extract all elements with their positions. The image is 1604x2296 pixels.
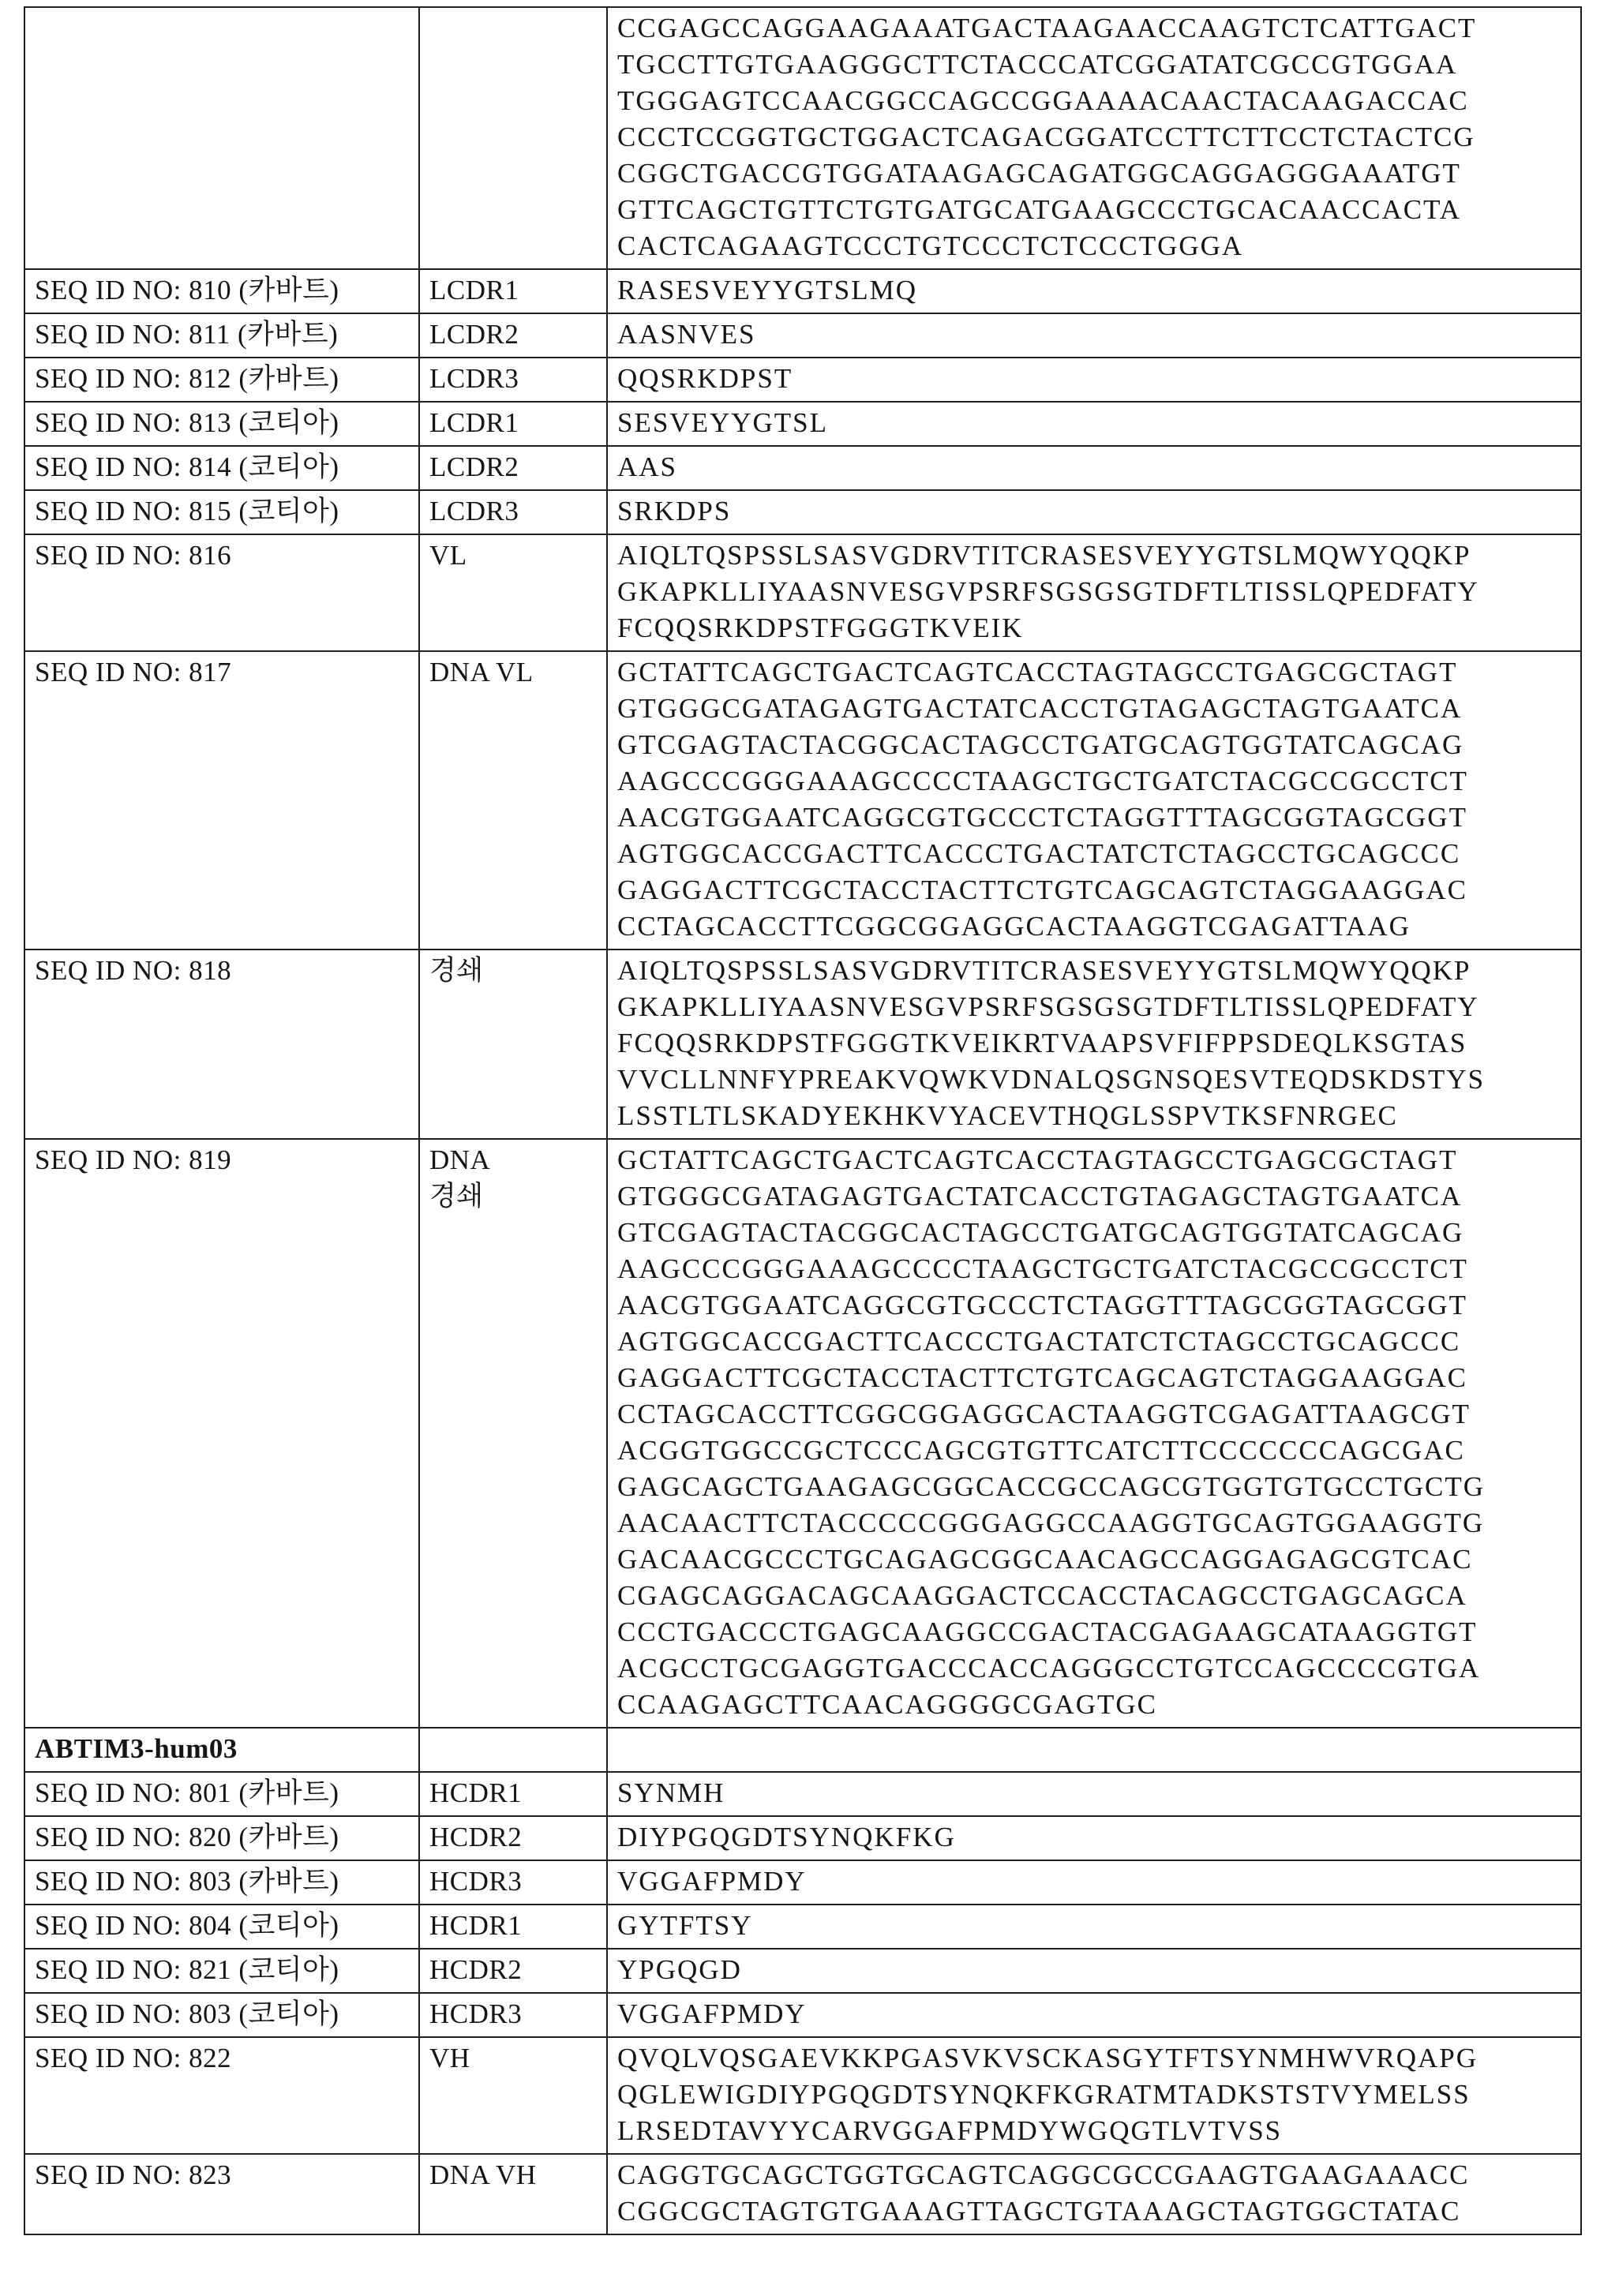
table-row — [24, 1949, 1581, 1993]
sequence-cell: CCGAGCCAGGAAGAAATGACTAAGAACCAAGTCTCATTGACT TGCCTTGTGAAGGGCTTCTACCCATCGGATATCGCCGTGGAA TGGGAGTCCAACGGCCAGCCGGAAAACAACTACAAGACCAC CCCTCCGGTGCTGGACTCAGACGGATCCTTCTTCCTCTACTCG CGGCTGACCGTGGATAAGAGCAGATGGCAGGAGGGAAATGT GTTCAGCTGTTCTGTGATGCATGAAGCCCTGCACAACCACTA CACTCAGAAGTCCCTGTCCCTCTCCCTGGGA — [607, 7, 1581, 269]
table-row — [24, 490, 1581, 534]
table-row — [24, 1905, 1581, 1949]
table-row — [24, 2037, 1581, 2154]
table-row — [24, 1772, 1581, 1816]
seq-id-cell: SEQ ID NO: 820 (카바트) — [24, 1816, 419, 1860]
table-row — [24, 651, 1581, 949]
sequence-cell: CAGGTGCAGCTGGTGCAGTCAGGCGCCGAAGTGAAGAAACC CGGCGCTAGTGTGAAAGTTAGCTGTAAAGCTAGTGGCTATAC — [607, 2154, 1581, 2234]
sequence-cell: SYNMH — [607, 1772, 1581, 1816]
region-cell: HCDR2 — [419, 1816, 607, 1860]
seq-id-cell: SEQ ID NO: 816 — [24, 534, 419, 651]
sequence-cell — [607, 1728, 1581, 1772]
section-header-cell: ABTIM3-hum03 — [24, 1728, 419, 1772]
seq-id-cell: SEQ ID NO: 813 (코티아) — [24, 402, 419, 446]
region-cell: HCDR2 — [419, 1949, 607, 1993]
sequence-cell: AASNVES — [607, 313, 1581, 358]
table-row — [24, 269, 1581, 313]
seq-id-cell: SEQ ID NO: 818 — [24, 949, 419, 1139]
table-row — [24, 446, 1581, 490]
region-cell — [419, 7, 607, 269]
sequence-cell: VGGAFPMDY — [607, 1993, 1581, 2037]
sequence-table — [24, 6, 1582, 2235]
region-cell: LCDR2 — [419, 446, 607, 490]
region-cell: HCDR1 — [419, 1772, 607, 1816]
sequence-cell: SRKDPS — [607, 490, 1581, 534]
table-row-section-header — [24, 1728, 1581, 1772]
table-row-continuation — [24, 7, 1581, 269]
region-cell: VH — [419, 2037, 607, 2154]
seq-id-cell — [24, 7, 419, 269]
sequence-cell: GYTFTSY — [607, 1905, 1581, 1949]
seq-id-cell: SEQ ID NO: 801 (카바트) — [24, 1772, 419, 1816]
sequence-cell: AAS — [607, 446, 1581, 490]
region-cell: LCDR3 — [419, 490, 607, 534]
seq-id-cell: SEQ ID NO: 812 (카바트) — [24, 358, 419, 402]
region-cell: LCDR1 — [419, 402, 607, 446]
table-row — [24, 534, 1581, 651]
region-cell: HCDR1 — [419, 1905, 607, 1949]
sequence-cell: RASESVEYYGTSLMQ — [607, 269, 1581, 313]
seq-id-cell: SEQ ID NO: 815 (코티아) — [24, 490, 419, 534]
region-cell: LCDR3 — [419, 358, 607, 402]
table-row — [24, 402, 1581, 446]
region-cell: VL — [419, 534, 607, 651]
table-row — [24, 1139, 1581, 1728]
seq-id-cell: SEQ ID NO: 804 (코티아) — [24, 1905, 419, 1949]
seq-id-cell: SEQ ID NO: 821 (코티아) — [24, 1949, 419, 1993]
region-cell: LCDR2 — [419, 313, 607, 358]
region-cell: HCDR3 — [419, 1993, 607, 2037]
seq-id-cell: SEQ ID NO: 814 (코티아) — [24, 446, 419, 490]
seq-id-cell: SEQ ID NO: 817 — [24, 651, 419, 949]
region-cell: DNA VH — [419, 2154, 607, 2234]
sequence-cell: AIQLTQSPSSLSASVGDRVTITCRASESVEYYGTSLMQWYQQKP GKAPKLLIYAASNVESGVPSRFSGSGSGTDFTLTISSLQPEDFATY FCQQSRKDPSTFGGGTKVEIKRTVAAPSVFIFPPSDEQLKSGTAS VVCLLNNFYPREAKVQWKVDNALQSGNSQESVTEQDSKDSTYS LSSTLTLSKADYEKHKVYACEVTHQGLSSPVTKSFNRGEC — [607, 949, 1581, 1139]
sequence-cell: SESVEYYGTSL — [607, 402, 1581, 446]
seq-id-cell: SEQ ID NO: 803 (코티아) — [24, 1993, 419, 2037]
sequence-cell: DIYPGQGDTSYNQKFKG — [607, 1816, 1581, 1860]
sequence-cell: GCTATTCAGCTGACTCAGTCACCTAGTAGCCTGAGCGCTAGT GTGGGCGATAGAGTGACTATCACCTGTAGAGCTAGTGAATCA GTCGAGTACTACGGCACTAGCCTGATGCAGTGGTATCAGCAG AAGCCCGGGAAAGCCCCTAAGCTGCTGATCTACGCCGCCTCT AACGTGGAATCAGGCGTGCCCTCTAGGTTTAGCGGTAGCGGT AGTGGCACCGACTTCACCCTGACTATCTCTAGCCTGCAGCCC GAGGACTTCGCTACCTACTTCTGTCAGCAGTCTAGGAAGGAC CCTAGCACCTTCGGCGGAGGCACTAAGGTCGAGATTAAGCGT ACGGTGGCCGCTCCCAGCGTGTTCATCTTCCCCCCCAGCGAC GAGCAGCTGAAGAGCGGCACCGCCAGCGTGGTGTGCCTGCTG AACAACTTCTACCCCCGGGAGGCCAAGGTGCAGTGGAAGGTG GACAACGCCCTGCAGAGCGGCAACAGCCAGGAGAGCGTCAC CGAGCAGGACAGCAAGGACTCCACCTACAGCCTGAGCAGCA CCCTGACCCTGAGCAAGGCCGACTACGAGAAGCATAAGGTGT ACGCCTGCGAGGTGACCCACCAGGGCCTGTCCAGCCCCGTGA CCAAGAGCTTCAACAGGGGCGAGTGC — [607, 1139, 1581, 1728]
region-cell — [419, 1728, 607, 1772]
seq-id-cell: SEQ ID NO: 811 (카바트) — [24, 313, 419, 358]
sequence-cell: VGGAFPMDY — [607, 1860, 1581, 1905]
table-row — [24, 1993, 1581, 2037]
sequence-cell: QQSRKDPST — [607, 358, 1581, 402]
table-row — [24, 1816, 1581, 1860]
seq-id-cell: SEQ ID NO: 810 (카바트) — [24, 269, 419, 313]
sequence-cell: QVQLVQSGAEVKKPGASVKVSCKASGYTFTSYNMHWVRQAPG QGLEWIGDIYPGQGDTSYNQKFKGRATMTADKSTSTVYMELSS LRSEDTAVYYCARVGGAFPMDYWGQGTLVTVSS — [607, 2037, 1581, 2154]
region-cell: DNA 경쇄 — [419, 1139, 607, 1728]
region-cell: DNA VL — [419, 651, 607, 949]
sequence-cell: GCTATTCAGCTGACTCAGTCACCTAGTAGCCTGAGCGCTAGT GTGGGCGATAGAGTGACTATCACCTGTAGAGCTAGTGAATCA GTCGAGTACTACGGCACTAGCCTGATGCAGTGGTATCAGCAG AAGCCCGGGAAAGCCCCTAAGCTGCTGATCTACGCCGCCTCT AACGTGGAATCAGGCGTGCCCTCTAGGTTTAGCGGTAGCGGT AGTGGCACCGACTTCACCCTGACTATCTCTAGCCTGCAGCCC GAGGACTTCGCTACCTACTTCTGTCAGCAGTCTAGGAAGGAC CCTAGCACCTTCGGCGGAGGCACTAAGGTCGAGATTAAG — [607, 651, 1581, 949]
region-cell: LCDR1 — [419, 269, 607, 313]
seq-id-cell: SEQ ID NO: 819 — [24, 1139, 419, 1728]
region-cell: HCDR3 — [419, 1860, 607, 1905]
sequence-cell: AIQLTQSPSSLSASVGDRVTITCRASESVEYYGTSLMQWYQQKP GKAPKLLIYAASNVESGVPSRFSGSGSGTDFTLTISSLQPEDFATY FCQQSRKDPSTFGGGTKVEIK — [607, 534, 1581, 651]
seq-id-cell: SEQ ID NO: 823 — [24, 2154, 419, 2234]
table-row — [24, 313, 1581, 358]
sequence-cell: YPGQGD — [607, 1949, 1581, 1993]
seq-id-cell: SEQ ID NO: 803 (카바트) — [24, 1860, 419, 1905]
table-row — [24, 358, 1581, 402]
table-row — [24, 1860, 1581, 1905]
region-cell: 경쇄 — [419, 949, 607, 1139]
table-row — [24, 949, 1581, 1139]
seq-id-cell: SEQ ID NO: 822 — [24, 2037, 419, 2154]
table-row — [24, 2154, 1581, 2234]
